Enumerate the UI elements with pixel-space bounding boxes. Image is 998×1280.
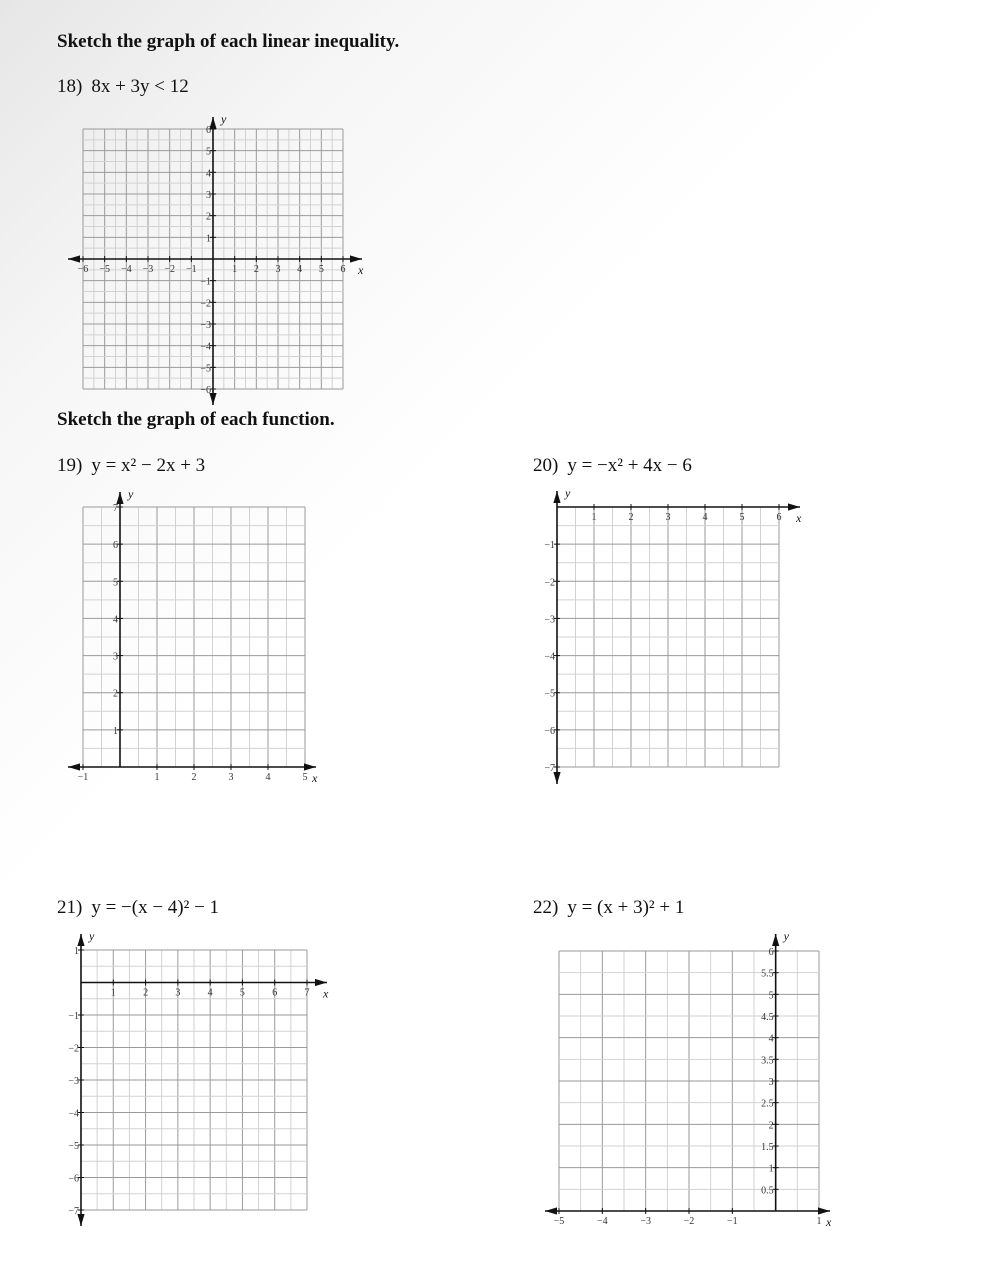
y-tick-label: 5 xyxy=(206,146,211,158)
y-tick-label: −1 xyxy=(68,1011,79,1022)
y-tick-label: −1 xyxy=(200,276,211,288)
y-tick-label: −6 xyxy=(544,725,555,737)
y-tick-label: 5.5 xyxy=(761,968,774,980)
section-heading-inequality: Sketch the graph of each linear inequality. xyxy=(57,31,400,52)
y-tick-label: −5 xyxy=(544,688,555,700)
y-tick-label: −4 xyxy=(68,1108,79,1120)
y-tick-label: 6 xyxy=(768,947,774,958)
x-tick-label: 3 xyxy=(175,987,181,999)
y-tick-label: −4 xyxy=(544,651,555,663)
y-tick-label: 1 xyxy=(768,1163,774,1175)
x-tick-label: −1 xyxy=(727,1216,738,1227)
x-axis-arrow-left-icon xyxy=(68,255,80,262)
y-tick-label: 3 xyxy=(113,651,118,663)
x-tick-label: 2 xyxy=(143,987,149,999)
problem-expression: y = (x + 3)² + 1 xyxy=(567,897,685,918)
problem-number: 21) xyxy=(57,897,83,918)
y-tick-label: −5 xyxy=(68,1141,79,1152)
y-tick-label: 4 xyxy=(768,1033,774,1045)
x-tick-label: −2 xyxy=(164,264,175,275)
y-tick-label: 4 xyxy=(206,168,211,180)
x-tick-label: 5 xyxy=(318,264,324,275)
x-tick-label: 1 xyxy=(232,264,238,275)
y-tick-label: −7 xyxy=(544,763,555,774)
y-axis-label: y xyxy=(89,929,95,943)
x-tick-label: 2 xyxy=(191,772,197,783)
x-axis-arrow-left-icon xyxy=(68,763,80,770)
problem-number: 19) xyxy=(57,455,83,476)
x-tick-label: −1 xyxy=(77,772,89,783)
x-tick-label: −5 xyxy=(553,1216,565,1227)
x-tick-label: −4 xyxy=(597,1216,608,1227)
y-tick-label: −3 xyxy=(544,614,555,626)
graph-22-coordinate-plane[interactable] xyxy=(545,929,832,1229)
x-axis-arrow-right-icon xyxy=(350,255,362,262)
x-axis-label: x xyxy=(796,511,802,525)
y-tick-label: 4.5 xyxy=(761,1012,774,1023)
y-tick-label: 1.5 xyxy=(761,1142,774,1153)
problem-number: 18) xyxy=(57,76,83,97)
problem-number: 20) xyxy=(533,455,559,476)
y-tick-label: −4 xyxy=(200,341,211,353)
y-tick-label: −3 xyxy=(200,320,211,331)
problem-expression: y = −(x − 4)² − 1 xyxy=(91,897,220,918)
section-heading-function: Sketch the graph of each function. xyxy=(57,409,335,430)
x-tick-label: 5 xyxy=(239,987,245,999)
x-tick-label: −3 xyxy=(142,264,154,275)
x-tick-label: 1 xyxy=(816,1216,822,1227)
x-tick-label: 4 xyxy=(297,264,303,275)
y-tick-label: 3.5 xyxy=(761,1055,774,1067)
y-tick-label: 2 xyxy=(206,211,211,223)
y-tick-label: 6 xyxy=(206,125,211,136)
y-tick-label: 5 xyxy=(113,577,118,589)
y-tick-label: −2 xyxy=(200,298,211,310)
y-tick-label: 6 xyxy=(113,540,118,552)
y-tick-label: 5 xyxy=(768,990,774,1002)
x-tick-label: 2 xyxy=(628,512,634,523)
x-tick-label: −3 xyxy=(640,1216,651,1227)
x-axis-arrow-right-icon xyxy=(304,763,316,770)
y-tick-label: 4 xyxy=(113,614,118,626)
y-axis-label: y xyxy=(565,486,571,500)
y-tick-label: −6 xyxy=(68,1173,79,1185)
y-tick-label: 1 xyxy=(74,946,79,957)
y-tick-label: 2 xyxy=(113,688,118,700)
x-tick-label: 4 xyxy=(207,987,213,999)
x-tick-label: 6 xyxy=(776,512,782,523)
y-axis-arrow-up-icon xyxy=(553,491,560,503)
problem-number: 22) xyxy=(533,897,559,918)
x-tick-label: 7 xyxy=(304,987,310,999)
x-tick-label: 3 xyxy=(275,264,281,275)
x-tick-label: 4 xyxy=(265,772,271,783)
y-tick-label: 1 xyxy=(113,725,118,737)
x-tick-label: 1 xyxy=(154,772,160,783)
problem-expression: 8x + 3y < 12 xyxy=(91,76,189,97)
x-axis-arrow-right-icon xyxy=(788,503,800,510)
y-tick-label: 1 xyxy=(206,233,211,245)
y-axis-label: y xyxy=(783,929,789,943)
x-axis-arrow-left-icon xyxy=(545,1207,557,1214)
x-tick-label: 5 xyxy=(302,772,308,783)
y-tick-label: 3 xyxy=(206,190,211,201)
x-tick-label: 1 xyxy=(110,987,116,999)
x-tick-label: −2 xyxy=(683,1216,695,1227)
y-tick-label: −7 xyxy=(68,1206,79,1217)
y-tick-label: −2 xyxy=(544,577,555,589)
y-axis-arrow-up-icon xyxy=(772,934,779,946)
x-tick-label: −1 xyxy=(186,264,197,275)
y-tick-label: −5 xyxy=(200,363,211,375)
y-tick-label: 7 xyxy=(113,503,118,514)
x-tick-label: 3 xyxy=(665,512,671,523)
y-tick-label: 3 xyxy=(768,1077,774,1088)
x-axis-label: x xyxy=(312,771,318,785)
x-tick-label: 2 xyxy=(253,264,259,275)
problem-expression: y = −x² + 4x − 6 xyxy=(567,455,692,476)
y-axis-label: y xyxy=(128,487,134,501)
y-tick-label: 2 xyxy=(768,1120,774,1132)
y-axis-label: y xyxy=(221,112,227,126)
x-tick-label: 6 xyxy=(340,264,346,275)
x-axis-label: x xyxy=(358,263,364,277)
graph-20-coordinate-plane[interactable] xyxy=(544,486,802,784)
x-tick-label: 1 xyxy=(591,512,597,523)
problem-expression: y = x² − 2x + 3 xyxy=(91,455,206,476)
x-axis-arrow-right-icon xyxy=(818,1207,830,1214)
x-tick-label: 5 xyxy=(739,512,745,523)
y-tick-label: −3 xyxy=(68,1076,79,1087)
graph-21-coordinate-plane[interactable] xyxy=(68,929,329,1226)
y-axis-arrow-up-icon xyxy=(77,934,84,946)
x-tick-label: −6 xyxy=(77,264,89,275)
x-tick-label: 3 xyxy=(228,772,234,783)
graph-19-coordinate-plane[interactable] xyxy=(68,487,318,785)
y-tick-label: −1 xyxy=(544,540,555,552)
graph-18-coordinate-plane[interactable] xyxy=(68,112,364,405)
x-tick-label: −5 xyxy=(99,264,110,275)
x-tick-label: −4 xyxy=(121,264,132,275)
x-axis-label: x xyxy=(826,1215,832,1229)
x-tick-label: 4 xyxy=(702,512,708,523)
y-tick-label: 0.5 xyxy=(761,1185,774,1197)
y-tick-label: −6 xyxy=(200,385,211,396)
y-tick-label: 2.5 xyxy=(761,1098,774,1110)
x-tick-label: 6 xyxy=(272,987,278,999)
x-axis-label: x xyxy=(323,986,329,1001)
y-tick-label: −2 xyxy=(68,1043,79,1055)
x-axis-arrow-right-icon xyxy=(315,979,327,986)
